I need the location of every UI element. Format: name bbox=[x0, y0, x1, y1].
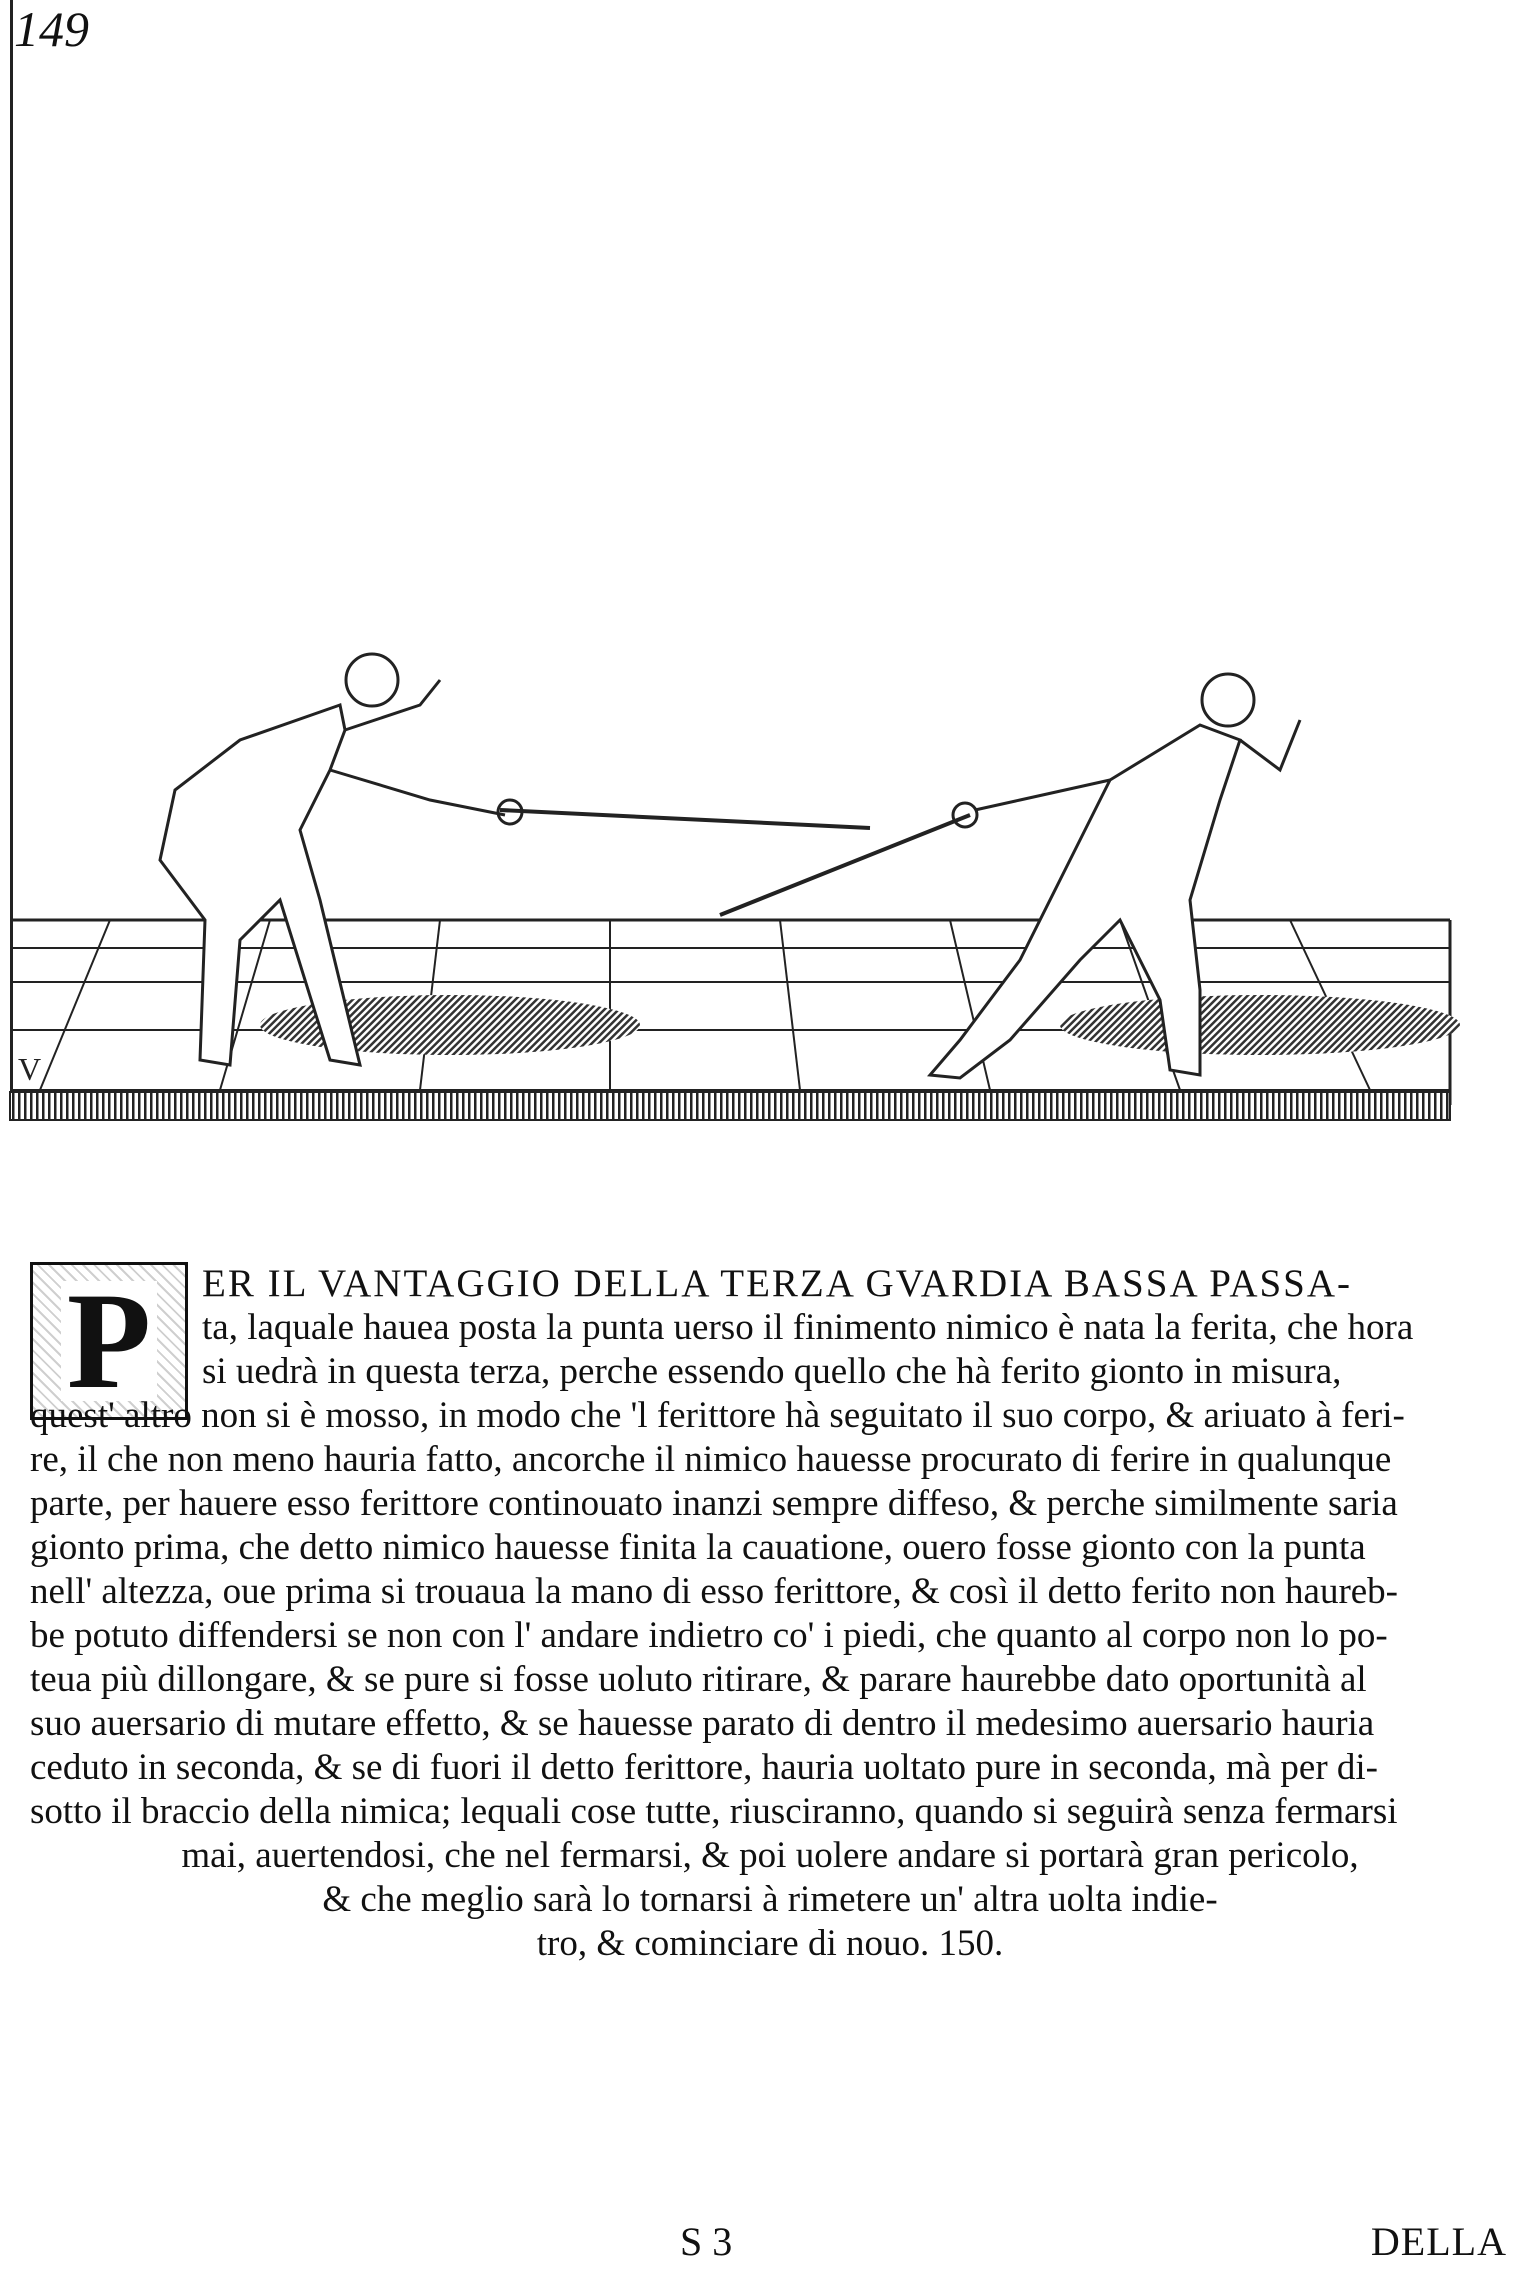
text-line: teua più dillongare, & se pure si fosse uoluto ritirare, & parare haurebbe dato oportunità al bbox=[30, 1659, 1367, 1700]
signature-mark: S 3 bbox=[680, 2219, 733, 2264]
text-line: ceduto in seconda, & se di fuori il detto ferittore, hauria uoltato pure in seconda, mà per di- bbox=[30, 1747, 1379, 1788]
text-line: ta, laquale hauea posta la punta uerso il finimento nimico è nata la ferita, che hora bbox=[202, 1307, 1414, 1348]
page-number: 149 bbox=[14, 1, 89, 57]
text-line: parte, per hauere esso ferittore continouato inanzi sempre diffeso, & perche similmente saria bbox=[30, 1483, 1398, 1524]
text-line: be potuto diffendersi se non con l' andare indietro co' i piedi, che quanto al corpo non lo po- bbox=[30, 1615, 1388, 1656]
text-line: mai, auertendosi, che nel fermarsi, & poi uolere andare si portarà gran pericolo, bbox=[181, 1835, 1359, 1876]
text-line: nell' altezza, oue prima si trouaua la mano di esso ferittore, & così il detto ferito non haureb- bbox=[30, 1571, 1399, 1612]
text-line: & che meglio sarà lo tornarsi à rimetere un' altra uolta indie- bbox=[322, 1879, 1218, 1920]
text-line: re, il che non meno hauria fatto, ancorche il nimico hauesse procurato di ferire in qualunque bbox=[30, 1439, 1392, 1480]
text-line: gionto prima, che detto nimico hauesse finita la cauatione, ouero fosse gionto con la punta bbox=[30, 1527, 1366, 1568]
ruled-border-strip bbox=[10, 1092, 1450, 1120]
text-line: tro, & cominciare di nouo. 150. bbox=[536, 1923, 1004, 1964]
catchword: DELLA bbox=[1370, 2219, 1507, 2264]
text-line: si uedrà in questa terza, perche essendo quello che hà ferito gionto in misura, bbox=[202, 1351, 1342, 1392]
fencing-illustration bbox=[0, 0, 1537, 1140]
right-fencer-shadow bbox=[1060, 995, 1460, 1055]
left-fencer-sword bbox=[500, 810, 870, 828]
initial-letter: P bbox=[61, 1281, 157, 1401]
right-fencer-sword bbox=[720, 815, 970, 915]
plate-letter: V bbox=[18, 1051, 42, 1087]
text-line: ER IL VANTAGGIO DELLA TERZA GVARDIA BASSA PASSA- bbox=[202, 1262, 1353, 1305]
text-line: sotto il braccio della nimica; lequali cose tutte, riusciranno, quando si seguirà senza fermarsi bbox=[30, 1791, 1398, 1832]
text-line: suo auersario di mutare effetto, & se hauesse parato di dentro il medesimo auersario hauria bbox=[30, 1703, 1375, 1744]
text-line: quest' altro non si è mosso, in modo che 'l ferittore hà seguitato il suo corpo, & ariuato à feri- bbox=[30, 1395, 1405, 1436]
